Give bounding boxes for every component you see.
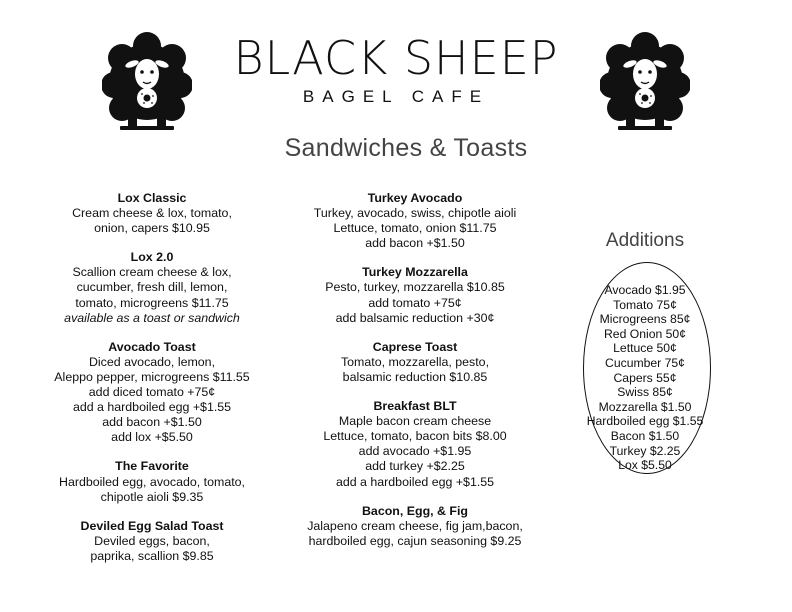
menu-item-line: Aleppo pepper, microgreens $11.55 — [54, 369, 250, 384]
menu-item — [36, 340, 268, 446]
menu-item-line: onion, capers $10.95 — [94, 221, 210, 236]
menu-item-name: Lox Classic — [117, 191, 187, 205]
menu-item-line: Diced avocado, lemon, — [88, 354, 216, 369]
menu-item-line: Pesto, turkey, mozzarella $10.85 — [325, 280, 505, 295]
menu-item-line: Deviled eggs, bacon, — [94, 533, 210, 548]
addition-item: Bacon $1.50 — [610, 428, 680, 443]
menu-item-line: balsamic reduction $10.85 — [342, 369, 488, 384]
menu-item-line: Maple bacon cream cheese — [338, 414, 492, 429]
menu-item — [36, 519, 268, 564]
menu-item-name: The Favorite — [115, 459, 189, 474]
menu-item-name: Turkey Avocado — [367, 191, 463, 205]
menu-item-name: Turkey Mozzarella — [362, 265, 468, 280]
menu-column-left — [36, 191, 268, 578]
brand-subtitle: BAGEL CAFE — [302, 87, 490, 106]
menu-item-line: Hardboiled egg, avocado, tomato, — [59, 474, 245, 489]
menu-item — [290, 340, 540, 385]
menu-item-line: Turkey, avocado, swiss, chipotle aioli — [313, 206, 517, 221]
menu-item-note: available as a toast or sandwich — [64, 310, 240, 325]
section-title: Sandwiches & Toasts — [284, 134, 528, 162]
addition-item: Lox $5.50 — [618, 458, 672, 473]
menu-item-line: add bacon +$1.50 — [365, 236, 465, 251]
menu-item — [36, 191, 268, 236]
menu-item-line: Jalapeno cream cheese, fig jam,bacon, — [307, 518, 523, 533]
menu-item — [290, 265, 540, 325]
menu-item-line: add a hardboiled egg +$1.55 — [72, 400, 232, 415]
menu-item-name: Bacon, Egg, & Fig — [361, 503, 468, 518]
addition-item: Swiss 85¢ — [617, 385, 673, 400]
menu-item-line: add turkey +$2.25 — [365, 459, 465, 474]
menu-item-name: Breakfast BLT — [373, 399, 457, 414]
menu-item-line: Cream cheese & lox, tomato, — [72, 206, 232, 221]
menu-item-line: Tomato, mozzarella, pesto, — [340, 354, 490, 369]
menu-item-name: Lox 2.0 — [130, 250, 174, 265]
addition-item: Mozzarella $1.50 — [598, 399, 692, 414]
brand-title: BLACK SHEEP — [233, 31, 559, 85]
additions-title: Additions — [605, 230, 685, 251]
menu-item — [36, 459, 268, 504]
menu-item-name: Caprese Toast — [372, 339, 458, 354]
menu-item-line: cucumber, fresh dill, lemon, — [76, 280, 228, 295]
menu-item-name: Avocado Toast — [108, 339, 196, 354]
addition-item: Capers 55¢ — [613, 370, 677, 385]
addition-item: Cucumber 75¢ — [605, 355, 685, 370]
menu-item — [36, 250, 268, 325]
menu-item-line: add avocado +$1.95 — [358, 444, 472, 459]
menu-item — [290, 504, 540, 549]
addition-item: Microgreens 85¢ — [599, 312, 691, 327]
brand-header — [0, 30, 792, 108]
menu-item-name: Deviled Egg Salad Toast — [80, 518, 224, 533]
menu-item-line: add balsamic reduction +30¢ — [335, 310, 495, 325]
menu-item-line: add bacon +$1.50 — [102, 415, 202, 430]
menu-item-line: Scallion cream cheese & lox, — [72, 265, 232, 280]
addition-item: Hardboiled egg $1.55 — [586, 414, 704, 429]
menu-item-line: add lox +$5.50 — [111, 430, 193, 445]
addition-item: Lettuce 50¢ — [613, 341, 677, 356]
addition-item: Tomato 75¢ — [613, 297, 677, 312]
menu-item-line: hardboiled egg, cajun seasoning $9.25 — [308, 533, 522, 548]
menu-item-line: tomato, microgreens $11.75 — [75, 295, 229, 310]
menu-item-line: paprika, scallion $9.85 — [90, 548, 214, 563]
menu-item-line: add tomato +75¢ — [368, 295, 462, 310]
additions-list — [555, 283, 735, 473]
menu-item — [290, 399, 540, 490]
menu-item-line: chipotle aioli $9.35 — [100, 489, 204, 504]
menu-item-line: Lettuce, tomato, onion $11.75 — [333, 221, 497, 236]
addition-item: Turkey $2.25 — [609, 443, 681, 458]
menu-item-line: Lettuce, tomato, bacon bits $8.00 — [323, 429, 507, 444]
addition-item: Red Onion 50¢ — [604, 326, 686, 341]
menu-item-line: add a hardboiled egg +$1.55 — [335, 474, 495, 489]
menu-item-line: add diced tomato +75¢ — [88, 385, 216, 400]
menu-item — [290, 191, 540, 251]
menu-column-middle — [290, 191, 540, 563]
addition-item: Avocado $1.95 — [604, 283, 686, 297]
